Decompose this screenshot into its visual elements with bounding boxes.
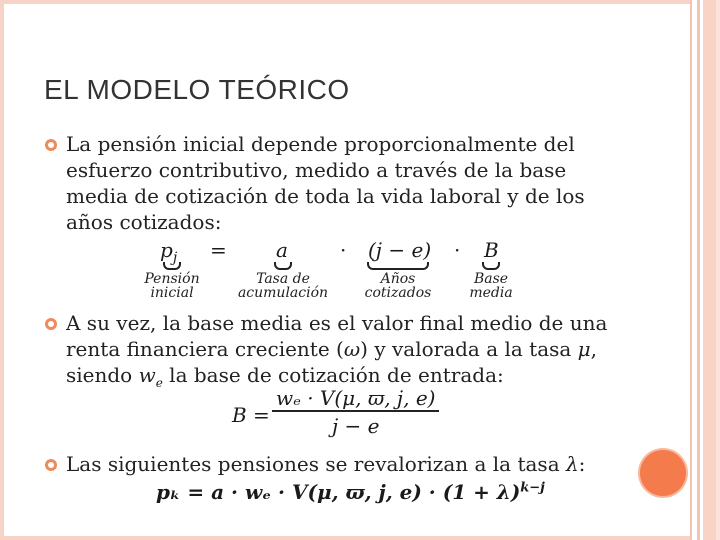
top-border: [0, 0, 690, 4]
bullet-icon: [45, 318, 57, 330]
formula-1-term-b: B: [484, 238, 499, 262]
decor-stripe: [703, 0, 716, 540]
decor-stripe: [716, 0, 720, 540]
decor-circle: [640, 450, 686, 496]
bullet-3-text: Las siguientes pensiones se revalorizan a la tasa λ:: [66, 452, 586, 476]
formula-1-lhs: $p_j$: [160, 238, 178, 266]
label-pension-inicial: Pensión inicial: [140, 262, 204, 300]
formula-1-equals: =: [210, 238, 227, 262]
left-border: [0, 0, 4, 540]
bullet-icon: [45, 459, 57, 471]
slide-title: EL MODELO TEÓRICO: [44, 74, 350, 105]
label-tasa-acumulacion: Tasa de acumulación: [230, 262, 336, 300]
bullet-2-text: A su vez, la base media es el valor final medio de una renta financiera creciente (ω) y valorada a la tasa μ, siendo $w_e$ la base de cotización de entrada:: [66, 311, 608, 390]
formula-1-term-years: (j − e): [368, 238, 432, 262]
label-base-media: Base media: [464, 262, 518, 300]
formula-1-dot: ·: [454, 238, 461, 262]
bullet-1-text: La pensión inicial depende proporcionalmente del esfuerzo contributivo, medido a través de la base media de cotización de toda la vida laboral y de los años cotizados:: [66, 132, 585, 234]
formula-2-denominator: j − e: [331, 414, 380, 438]
bottom-border: [0, 536, 690, 540]
formula-2-numerator: wₑ · V(μ, ϖ, j, e): [272, 386, 439, 412]
bullet-icon: [45, 139, 57, 151]
formula-1-term-a: a: [276, 238, 288, 262]
formula-1-dot: ·: [340, 238, 347, 262]
decor-stripe: [690, 0, 692, 540]
label-anos-cotizados: Años cotizados: [356, 262, 440, 300]
decor-stripe: [697, 0, 700, 540]
formula-3: pₖ = a · wₑ · V(μ, ϖ, j, $e) \cdot (1 + \lambda)^{k-j}$: [156, 480, 545, 504]
formula-2-fraction: [272, 386, 439, 438]
formula-2-lhs: B =: [232, 403, 270, 427]
